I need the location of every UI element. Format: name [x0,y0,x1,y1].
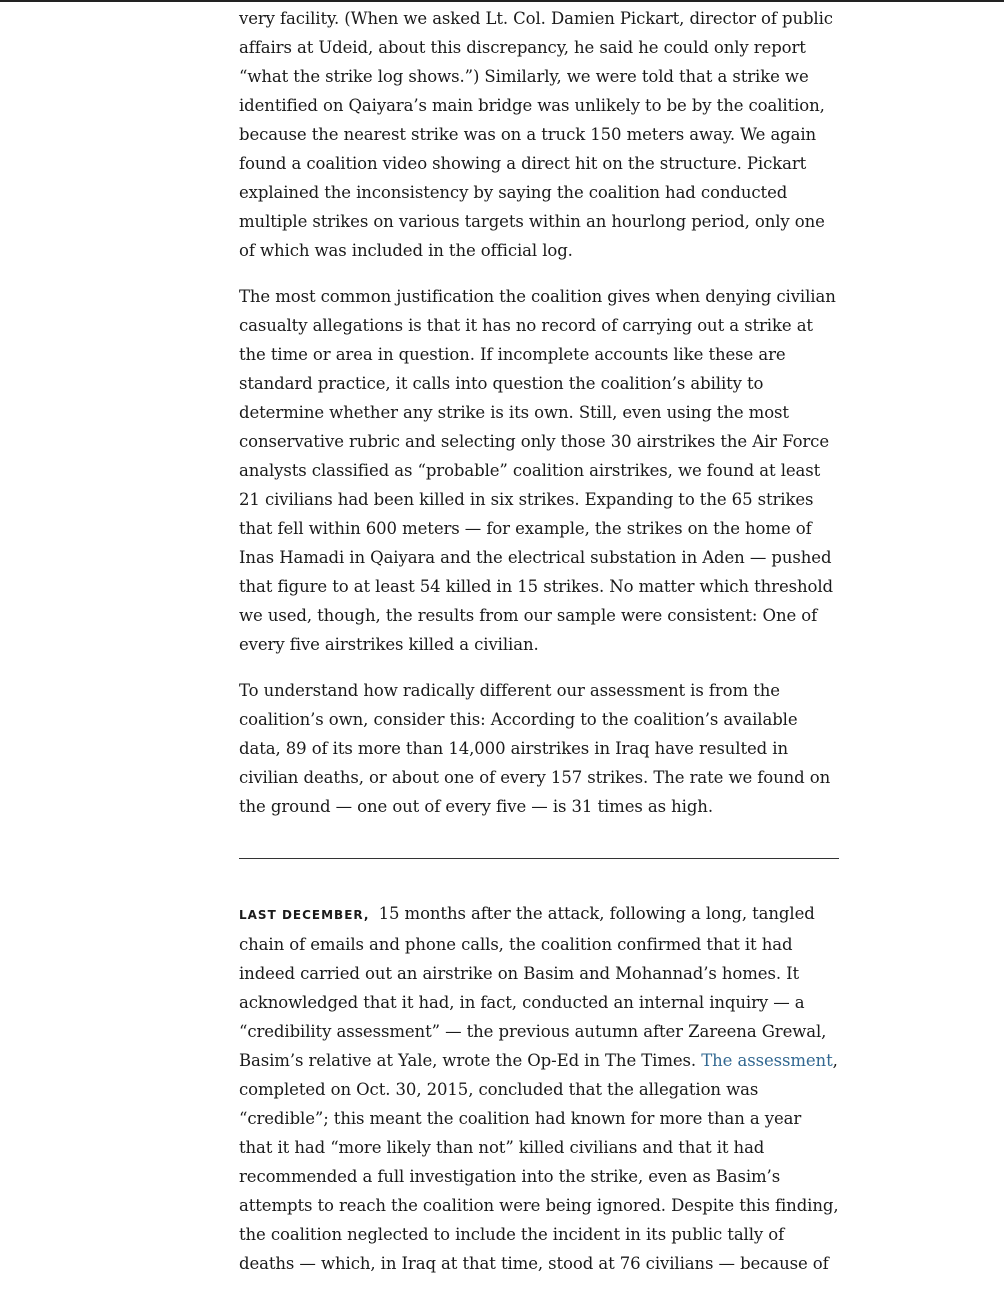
paragraph-text: 15 months after the attack, following a long, tangled chain of emails and phone calls, the coalition confirmed that it had indeed carried out an airstrike on Basim and Mohannad’s homes. It acknowledged that it had, in fact, conducted an internal inquiry — a “credibility assessment” — the previous autumn after Zareena Grewal, Basim’s relative at Yale, wrote the Op-Ed in The Times. [239,904,827,1070]
article-paragraph: To understand how radically different our assessment is from the coalition’s own, consider this: According to the coalition’s available data, 89 of its more than 14,000 airstrikes in Iraq have resulted in civilian deaths, or about one of every 157 strikes. The rate we found on the ground — one out of every five — is 31 times as high. [239,681,831,816]
article-paragraph-section-start [239,899,839,1278]
article-body [239,4,839,1295]
section-divider [239,858,839,859]
assessment-link[interactable]: The assessment [701,1051,833,1070]
top-border [0,0,1004,2]
article-paragraph: The most common justification the coalition gives when denying civilian casualty allegations is that it has no record of carrying out a strike at the time or area in question. If incomplete accounts like these are standard practice, it calls into question the coalition’s ability to determine whether any strike is its own. Still, even using the most conservative rubric and selecting only those 30 airstrikes the Air Force analysts classified as “probable” coalition airstrikes, we found at least 21 civilians had been killed in six strikes. Expanding to the 65 strikes that fell within 600 meters — for example, the strikes on the home of Inas Hamadi in Qaiyara and the electrical substation in Aden — pushed that figure to at least 54 killed in 15 strikes. No matter which threshold we used, though, the results from our sample were consistent: One of every five airstrikes killed a civilian. [239,287,836,654]
section-lead-in: LAST DECEMBER, [239,908,370,922]
article-paragraph: very facility. (When we asked Lt. Col. Damien Pickart, director of public affairs at Udeid, about this discrepancy, he said he could only report “what the strike log shows.”) Similarly, we were told that a strike we identified on Qaiyara’s main bridge was unlikely to be by the coalition, because the nearest strike was on a truck 150 meters away. We again found a coalition video showing a direct hit on the structure. Pickart explained the inconsistency by saying the coalition had conducted multiple strikes on various targets within an hourlong period, only one of which was included in the official log. [239,9,833,260]
paragraph-text: , completed on Oct. 30, 2015, concluded that the allegation was “credible”; this meant the coalition had known for more than a year that it had “more likely than not” killed civilians and that it had recommended a full investigation into the strike, even as Basim’s attempts to reach the coalition were being ignored. Despite this finding, the coalition neglected to include the incident in its public tally of deaths — which, in Iraq at that time, stood at 76 civilians — because of [239,1051,839,1273]
